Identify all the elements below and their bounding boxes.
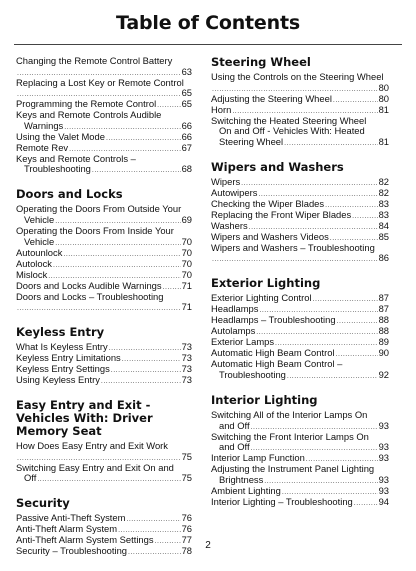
dot-leader <box>313 296 378 304</box>
toc-entry[interactable] <box>16 270 192 281</box>
page-ref: 73 <box>181 374 192 386</box>
page-ref: 80 <box>378 81 389 93</box>
entry-last-line <box>211 497 389 508</box>
entry-last-line <box>211 421 389 432</box>
page-ref: 71 <box>181 279 192 291</box>
entry-page-line <box>16 302 192 313</box>
entry-title-line: and Off <box>219 419 250 431</box>
page-ref: 94 <box>378 495 389 507</box>
dot-leader <box>17 305 181 313</box>
page-ref: 83 <box>378 197 389 209</box>
dot-leader <box>122 356 181 364</box>
page-ref: 70 <box>181 246 192 258</box>
entry-title-line: Operating the Doors From Outside Your <box>16 203 182 215</box>
page-ref: 77 <box>181 534 192 546</box>
entry-title-line: Switching All of the Interior Lamps On <box>211 408 368 420</box>
toc-entry[interactable] <box>16 56 192 78</box>
dot-leader <box>354 500 378 508</box>
entry-title-line: Remote Rev <box>16 141 69 153</box>
entry-title-line: Operating the Doors From Inside Your <box>16 224 174 236</box>
entry-title-line: Adjusting the Steering Wheel <box>211 92 332 104</box>
toc-entry[interactable] <box>211 105 389 116</box>
dot-leader <box>53 262 181 270</box>
page-number: 2 <box>205 540 211 551</box>
page-ref: 70 <box>181 268 192 280</box>
entry-last-line <box>16 78 192 89</box>
entry-title-line: Troubleshooting <box>24 163 91 175</box>
page-ref: 65 <box>181 87 192 99</box>
dot-leader <box>333 97 378 105</box>
dot-leader <box>337 318 378 326</box>
entry-title-line: Mislock <box>16 268 48 280</box>
entry-title-line: Passive Anti-Theft System <box>16 512 126 524</box>
section-heading: Interior Lighting <box>211 392 318 407</box>
entry-title-line: Vehicle <box>24 235 55 247</box>
entry-page-line <box>16 67 192 78</box>
page-ref: 84 <box>378 219 389 231</box>
toc-entry[interactable] <box>211 116 389 148</box>
page-ref: 76 <box>181 512 192 524</box>
entry-title-line: Doors and Locks Audible Warnings <box>16 279 162 291</box>
page-ref: 76 <box>181 523 192 535</box>
page-ref: 78 <box>181 545 192 557</box>
entry-title-line: Washers <box>211 219 248 231</box>
entry-last-line <box>16 281 192 292</box>
page-ref: 93 <box>378 484 389 496</box>
entry-title-line: Keyless Entry Limitations <box>16 352 121 364</box>
entry-title-line: and Off <box>219 441 250 453</box>
entry-last-line <box>16 270 192 281</box>
entry-title-line: Headlamps <box>211 303 259 315</box>
toc-section <box>16 188 192 313</box>
dot-leader <box>163 284 181 292</box>
toc-entry[interactable] <box>211 410 389 432</box>
toc-section <box>16 399 192 484</box>
section-heading: Easy Entry and Exit - Vehicles With: Driver Memory Seat <box>16 398 153 439</box>
entry-title-line: Interior Lamp Function <box>211 452 305 464</box>
page-ref: 88 <box>378 314 389 326</box>
entry-last-line <box>16 164 192 175</box>
dot-leader <box>106 135 181 143</box>
entry-title-line: Troubleshooting <box>219 368 286 380</box>
entry-title-line: Autolock <box>16 257 52 269</box>
entry-title-line: Exterior Lighting Control <box>211 292 312 304</box>
page-ref: 81 <box>378 103 389 115</box>
toc-section <box>211 161 389 265</box>
entry-title-line: Keys and Remote Controls Audible <box>16 109 162 121</box>
entry-title-line: Exterior Lamps <box>211 336 275 348</box>
entry-last-line <box>16 237 192 248</box>
dot-leader <box>92 167 181 175</box>
page-title: Table of Contents <box>116 12 300 34</box>
dot-leader <box>287 373 378 381</box>
entry-title-line: Keyless Entry Settings <box>16 363 110 375</box>
toc-entry[interactable] <box>16 78 192 100</box>
toc-entry[interactable] <box>16 259 192 270</box>
toc-entry[interactable] <box>211 497 389 508</box>
dot-leader <box>352 213 377 221</box>
page-ref: 68 <box>181 163 192 175</box>
page-ref: 88 <box>378 325 389 337</box>
entry-title-line: Anti-Theft Alarm System <box>16 523 118 535</box>
section-heading: Steering Wheel <box>211 55 311 69</box>
section-heading: Keyless Entry <box>16 325 105 340</box>
entry-title-line: Doors and Locks – Troubleshooting <box>16 290 164 302</box>
dot-leader <box>101 378 181 386</box>
section-heading: Security <box>16 496 70 511</box>
toc-section <box>211 394 389 508</box>
entry-title-line: Autowipers <box>211 186 258 198</box>
entry-last-line <box>211 370 389 381</box>
entry-title-line: Adjusting the Instrument Panel Lighting <box>211 463 375 475</box>
entry-title-line: On and Off - Vehicles With: Heated <box>219 125 365 137</box>
page-ref: 73 <box>181 341 192 353</box>
toc-entry[interactable] <box>211 464 389 486</box>
page-ref: 86 <box>378 252 389 264</box>
entry-last-line <box>211 94 389 105</box>
entry-title-line: Programming the Remote Control <box>16 98 157 110</box>
page-ref: 92 <box>378 368 389 380</box>
entry-title-line: Steering Wheel <box>219 135 284 147</box>
dot-leader <box>37 476 180 484</box>
toc-section <box>211 277 389 381</box>
entry-last-line <box>211 105 389 116</box>
dot-leader <box>264 478 377 486</box>
page-ref: 73 <box>181 363 192 375</box>
toc-entry[interactable] <box>16 226 192 248</box>
page-ref: 63 <box>181 65 192 77</box>
entry-title-line: Keys and Remote Controls – <box>16 152 136 164</box>
toc-section <box>211 56 389 148</box>
page-ref: 70 <box>181 235 192 247</box>
entry-last-line <box>16 292 192 303</box>
dot-leader <box>55 240 180 248</box>
entry-title-line: Switching the Front Interior Lamps On <box>211 430 369 442</box>
page-ref: 90 <box>378 347 389 359</box>
entry-page-line <box>211 83 389 94</box>
page-ref: 66 <box>181 130 192 142</box>
toc-right-column <box>211 56 389 508</box>
section-heading: Wipers and Washers <box>211 159 344 174</box>
page-ref: 93 <box>378 473 389 485</box>
entry-title-line: Off <box>24 472 37 484</box>
entry-last-line <box>16 259 192 270</box>
toc-entry[interactable] <box>211 72 389 94</box>
dot-leader <box>212 256 378 264</box>
entry-title-line: Interior Lighting – Troubleshooting <box>211 495 353 507</box>
toc-left-column <box>16 56 192 557</box>
entry-title-line: Replacing the Front Wiper Blades <box>211 208 352 220</box>
dot-leader <box>63 251 180 259</box>
section-heading: Exterior Lighting <box>211 276 321 291</box>
page-ref: 65 <box>181 98 192 110</box>
page-ref: 80 <box>378 92 389 104</box>
toc-entry[interactable] <box>211 94 389 105</box>
entry-title-line: Automatic High Beam Control – <box>211 358 343 370</box>
page-ref: 93 <box>378 441 389 453</box>
page-ref: 81 <box>378 135 389 147</box>
toc-entry[interactable] <box>16 292 192 314</box>
entry-title-line: Wipers and Washers Videos <box>211 230 329 242</box>
dot-leader <box>241 180 377 188</box>
entry-title-line: What Is Keyless Entry <box>16 341 108 353</box>
entry-title-line: Ambient Lighting <box>211 484 281 496</box>
page-ref: 82 <box>378 186 389 198</box>
toc-entry[interactable] <box>16 441 192 463</box>
entry-title-line: Vehicle <box>24 213 55 225</box>
entry-title-line: Wipers and Washers – Troubleshooting <box>211 241 375 253</box>
section-heading: Doors and Locks <box>16 187 123 202</box>
toc-entry[interactable] <box>16 375 192 386</box>
entry-title-line: Autolamps <box>211 325 256 337</box>
page-ref: 67 <box>181 141 192 153</box>
toc-entry[interactable] <box>211 243 389 265</box>
entry-title-line: Anti-Theft Alarm System Settings <box>16 534 154 546</box>
entry-page-line <box>211 253 389 264</box>
entry-last-line <box>211 72 389 83</box>
page-ref: 70 <box>181 257 192 269</box>
entry-last-line <box>16 56 192 67</box>
dot-leader <box>126 516 180 524</box>
page-ref: 93 <box>378 452 389 464</box>
dot-leader <box>256 329 377 337</box>
toc-entry[interactable] <box>16 463 192 485</box>
toc-section <box>16 326 192 386</box>
entry-title-line: Headlamps – Troubleshooting <box>211 314 336 326</box>
entry-title-line: Wipers <box>211 175 241 187</box>
entry-title-line: Security – Troubleshooting <box>16 545 128 557</box>
entry-title-line: Horn <box>211 103 232 115</box>
entry-title-line: Using the Controls on the Steering Wheel <box>211 71 384 82</box>
toc-entry[interactable] <box>16 248 192 259</box>
page-ref: 69 <box>181 213 192 225</box>
page-ref: 83 <box>378 208 389 220</box>
page-ref: 87 <box>378 303 389 315</box>
entry-title-line: Changing the Remote Control Battery <box>16 55 173 66</box>
toc-section <box>16 56 192 175</box>
entry-last-line <box>211 243 389 254</box>
toc-entry[interactable] <box>16 110 192 132</box>
toc-entry[interactable] <box>211 359 389 381</box>
page-ref: 66 <box>181 119 192 131</box>
entry-title-line: Replacing a Lost Key or Remote Control <box>16 76 184 88</box>
entry-last-line <box>16 473 192 484</box>
page-ref: 93 <box>378 419 389 431</box>
entry-title-line: Switching Easy Entry and Exit On and <box>16 461 174 473</box>
toc-entry[interactable] <box>211 432 389 454</box>
page-ref: 85 <box>378 230 389 242</box>
entry-title-line: Brightness <box>219 473 264 485</box>
title-divider <box>14 44 402 45</box>
dot-leader <box>284 140 377 148</box>
entry-title-line: Autounlock <box>16 246 63 258</box>
toc-entry[interactable] <box>16 204 192 226</box>
toc-entry[interactable] <box>16 154 192 176</box>
page-ref: 75 <box>181 472 192 484</box>
entry-title-line: Using Keyless Entry <box>16 374 100 386</box>
entry-title-line: How Does Easy Entry and Exit Work <box>16 440 168 452</box>
entry-last-line <box>16 441 192 452</box>
dot-leader <box>111 367 181 375</box>
entry-last-line <box>16 375 192 386</box>
entry-title-line: Checking the Wiper Blades <box>211 197 325 209</box>
page-ref: 75 <box>181 450 192 462</box>
page-ref: 82 <box>378 175 389 187</box>
entry-last-line <box>16 248 192 259</box>
entry-title-line: Warnings <box>24 119 64 131</box>
toc-entry[interactable] <box>16 281 192 292</box>
entry-title-line: Switching the Heated Steering Wheel <box>211 114 367 126</box>
page-ref: 89 <box>378 336 389 348</box>
entry-title-line: Automatic High Beam Control <box>211 347 335 359</box>
entry-title-line: Using the Valet Mode <box>16 130 105 142</box>
page-ref: 87 <box>378 292 389 304</box>
page-ref: 71 <box>181 301 192 313</box>
page-ref: 73 <box>181 352 192 364</box>
entry-last-line <box>211 137 389 148</box>
